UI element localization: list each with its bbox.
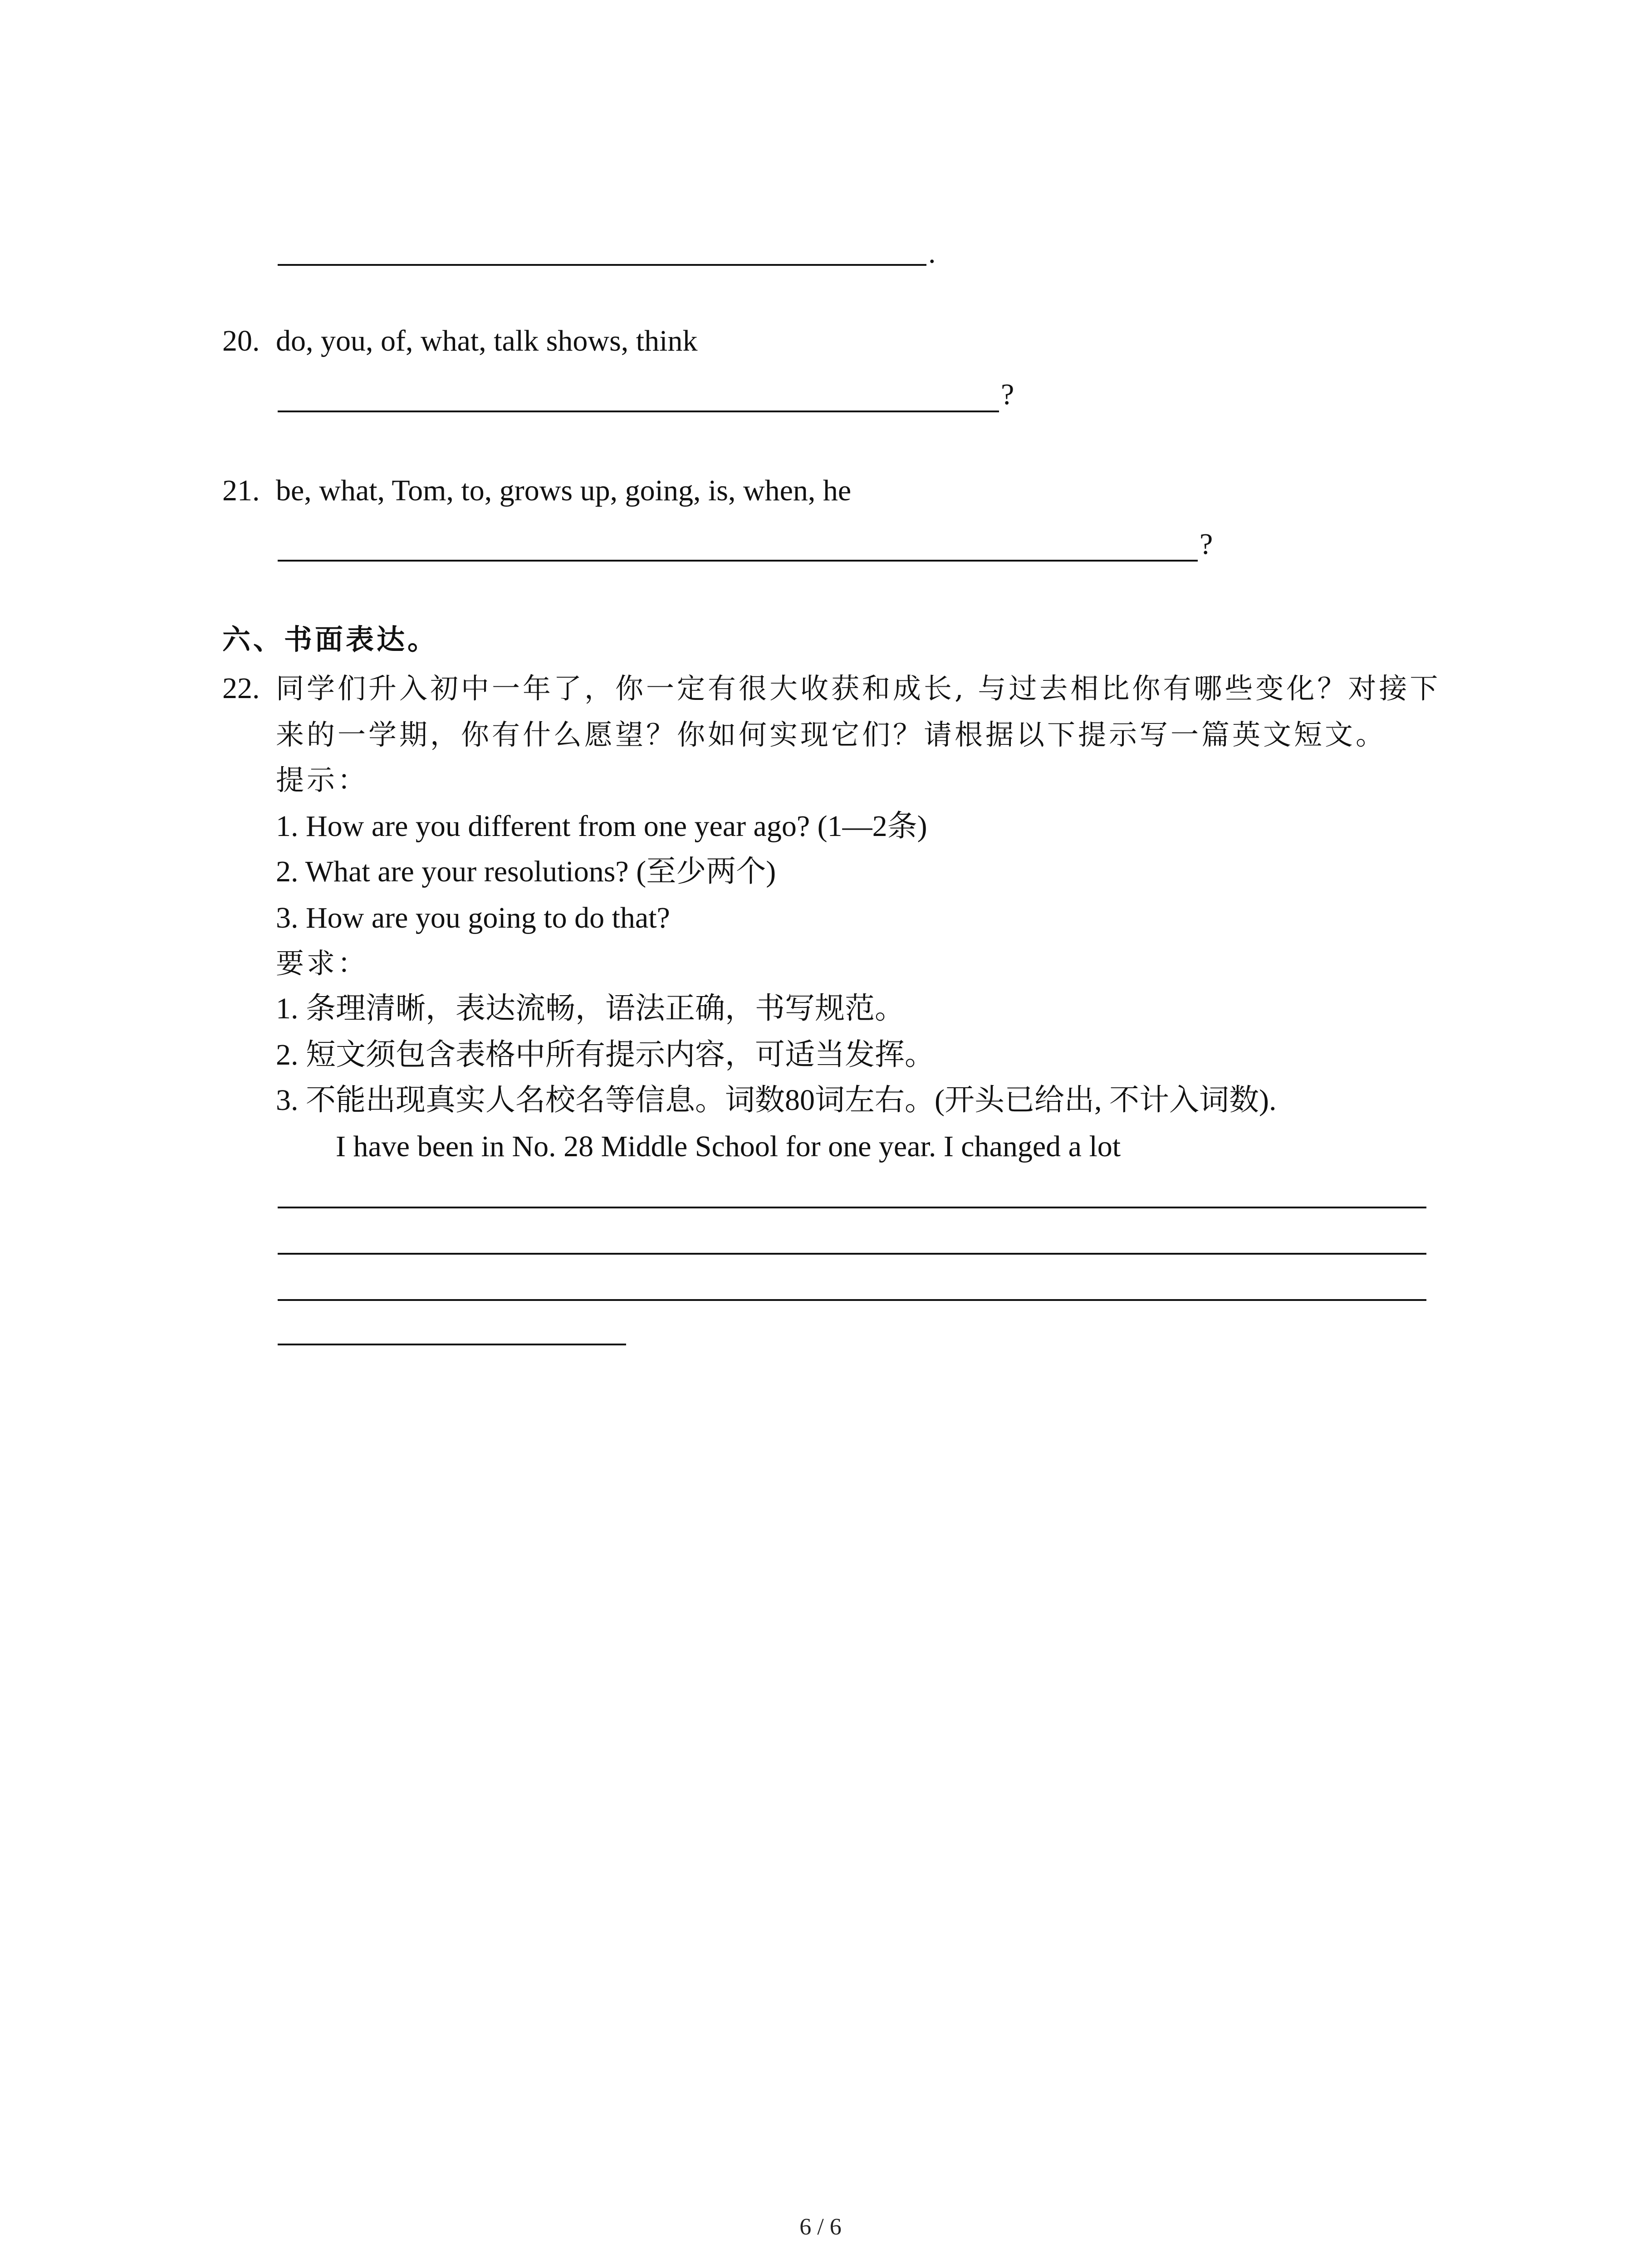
q21-number: 21. xyxy=(222,474,260,507)
q19-end-punct: . xyxy=(928,236,936,269)
essay-opening: I have been in No. 28 Middle School for one year. I changed a lot xyxy=(336,1130,1121,1163)
q21-answer-line[interactable] xyxy=(278,560,1198,562)
q21-end-punct: ? xyxy=(1200,528,1213,561)
q20-answer-line[interactable] xyxy=(278,411,999,412)
requirement-item: 3. 不能出现真实人名校名等信息。词数80词左右。(开头已给出, 不计入词数). xyxy=(276,1084,1277,1117)
writing-line[interactable] xyxy=(278,1207,1426,1208)
hint-item: 2. What are your resolutions? (至少两个) xyxy=(276,855,776,888)
requirement-item: 1. 条理清晰，表达流畅，语法正确，书写规范。 xyxy=(276,992,905,1025)
hints-label: 提示： xyxy=(276,763,369,797)
q20-end-punct: ? xyxy=(1001,378,1014,411)
q22-prompt-line-1: 同学们升入初中一年了，你一定有很大收获和成长, 与过去相比你有哪些变化？对接下 xyxy=(276,672,1441,705)
q19-answer-line[interactable] xyxy=(278,264,926,266)
q20-number: 20. xyxy=(222,324,260,357)
q22-number: 22. xyxy=(222,672,260,705)
q22-prompt-line-2: 来的一学期，你有什么愿望？你如何实现它们？请根据以下提示写一篇英文短文。 xyxy=(276,718,1387,751)
requirements-label: 要求： xyxy=(276,947,369,980)
q20-words: do, you, of, what, talk shows, think xyxy=(276,324,698,357)
writing-line[interactable] xyxy=(278,1299,1426,1301)
requirement-item: 2. 短文须包含表格中所有提示内容，可适当发挥。 xyxy=(276,1038,935,1071)
writing-line[interactable] xyxy=(278,1344,626,1345)
section-heading: 六、书面表达。 xyxy=(222,623,439,656)
writing-line[interactable] xyxy=(278,1253,1426,1255)
hint-item: 1. How are you different from one year ago? (1—2条) xyxy=(276,810,927,843)
q21-words: be, what, Tom, to, grows up, going, is, when, he xyxy=(276,474,852,507)
hint-item: 3. How are you going to do that? xyxy=(276,901,670,934)
page-number: 6 / 6 xyxy=(799,2214,842,2240)
